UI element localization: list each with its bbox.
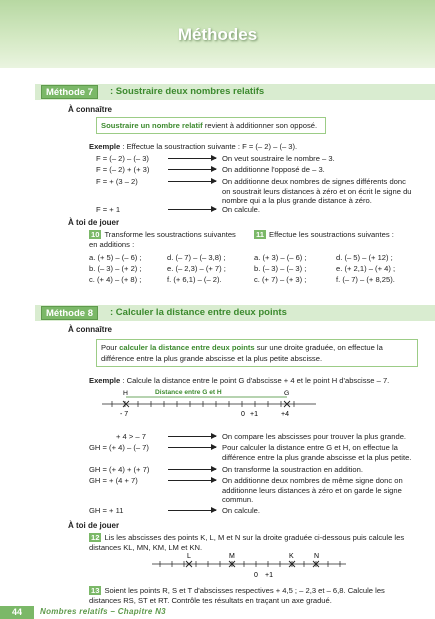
exercise-10-statement bbox=[89, 230, 239, 250]
exercise-13-statement bbox=[89, 586, 414, 606]
arrow-icon bbox=[168, 510, 216, 511]
method8-def-rest: sur une droite graduée, on effectue la différence entre la plus grande abscisse et la plus petite abscisse. bbox=[101, 343, 383, 363]
point-g-label: G bbox=[284, 390, 290, 397]
method8-step5-right: On calcule. bbox=[222, 506, 260, 515]
exercise-10-item: b. (– 3) – (+ 2) ; bbox=[89, 264, 142, 273]
method7-title: : Soustraire deux nombres relatifs bbox=[110, 86, 265, 97]
exercise-11-item: c. (+ 7) – (+ 3) ; bbox=[254, 275, 307, 284]
exercise-10-item: e. (– 2,3) – (+ 7) ; bbox=[167, 264, 226, 273]
method7-step2-right: On additionne l'opposé de – 3. bbox=[222, 165, 325, 174]
arrow-icon bbox=[168, 209, 216, 210]
exercise-10-col2 bbox=[167, 252, 226, 285]
method8-step2-left: GH = (+ 4) – (– 7) bbox=[89, 443, 149, 452]
method8-example-text: : Calcule la distance entre le point G d'abscisse + 4 et le point H d'abscisse – 7. bbox=[120, 376, 390, 385]
method7-a-toi: À toi de jouer bbox=[68, 218, 120, 227]
method8-step1-right: On compare les abscisses pour trouver la plus grande. bbox=[222, 432, 407, 441]
arrow-icon bbox=[168, 436, 216, 437]
tick-label-0: 0 bbox=[254, 572, 258, 579]
method7-a-connaitre: À connaître bbox=[68, 105, 113, 114]
method7-def-highlight: Soustraire un nombre relatif bbox=[101, 121, 203, 130]
method8-definition bbox=[96, 339, 418, 367]
method7-step4-left: F = + 1 bbox=[96, 205, 121, 214]
tick-label-plus1: +1 bbox=[250, 411, 258, 418]
arrow-icon bbox=[168, 447, 216, 448]
exercise-11-item: e. (+ 2,1) – (+ 4) ; bbox=[336, 264, 396, 273]
exercise-11-text: Effectue les soustractions suivantes : bbox=[269, 230, 394, 239]
method8-title: : Calculer la distance entre deux points bbox=[110, 307, 287, 318]
point-l-label: L bbox=[187, 553, 191, 560]
method8-step3-right: On transforme la soustraction en addition. bbox=[222, 465, 363, 474]
method7-def-rest: revient à additionner son opposé. bbox=[202, 121, 318, 130]
method7-step1-left: F = (– 2) – (– 3) bbox=[96, 154, 149, 163]
exercise-10-number: 10 bbox=[91, 230, 100, 239]
number-line-gh bbox=[100, 386, 320, 426]
arrow-icon bbox=[168, 169, 216, 170]
method8-def-highlight: calculer la distance entre deux points bbox=[119, 343, 255, 352]
footer-chapter: Nombres relatifs – Chapitre N3 bbox=[40, 607, 166, 616]
exercise-12-number: 12 bbox=[91, 533, 100, 542]
arrow-icon bbox=[168, 480, 216, 481]
exercise-11-number: 11 bbox=[256, 230, 265, 239]
exercise-10-item: f. (+ 6,1) – (– 2). bbox=[167, 275, 222, 284]
arrow-icon bbox=[168, 469, 216, 470]
exercise-12-statement bbox=[89, 533, 414, 553]
point-h-label: H bbox=[123, 390, 128, 397]
exercise-11-item: b. (– 3) – (– 3) ; bbox=[254, 264, 307, 273]
method7-step1-right: On veut soustraire le nombre – 3. bbox=[222, 154, 335, 163]
method7-example-label: Exemple bbox=[89, 142, 121, 151]
tick-label-plus4: +4 bbox=[281, 411, 289, 418]
point-m-label: M bbox=[229, 553, 235, 560]
exercise-11-col2 bbox=[336, 252, 395, 285]
method7-step3-left: F = + (3 – 2) bbox=[96, 177, 138, 186]
method7-step3-right: On additionne deux nombres de signes différents donc on soustrait leurs distances à zéro et on écrit le signe du nombre qui a la plus grande distance à zéro. bbox=[222, 177, 412, 206]
exercise-11-item: d. (– 5) – (+ 12) ; bbox=[336, 253, 393, 262]
exercise-11-item: a. (+ 3) – (– 6) ; bbox=[254, 253, 307, 262]
page-number: 44 bbox=[0, 606, 34, 619]
exercise-11-item: f. (– 7) – (+ 8,25). bbox=[336, 275, 395, 284]
distance-caption: Distance entre G et H bbox=[155, 389, 222, 396]
method7-step2-left: F = (– 2) + (+ 3) bbox=[96, 165, 150, 174]
method8-step4-right: On additionne deux nombres de même signe donc on additionne leurs distances à zéro et on garde le signe commun. bbox=[222, 476, 403, 505]
method8-step1-left: + 4 > – 7 bbox=[116, 432, 146, 441]
method8-step2-right: Pour calculer la distance entre G et H, on effectue la différence entre la plus grande abscisse et la plus petite. bbox=[222, 443, 412, 462]
method8-step4-left: GH = + (4 + 7) bbox=[89, 476, 138, 485]
method8-example-label: Exemple bbox=[89, 376, 121, 385]
method7-definition bbox=[96, 117, 326, 134]
exercise-11-statement bbox=[254, 230, 414, 240]
method7-step4-right: On calcule. bbox=[222, 205, 260, 214]
tick-label-minus7: - 7 bbox=[120, 411, 129, 418]
point-n-label: N bbox=[314, 553, 320, 560]
arrow-icon bbox=[168, 158, 216, 159]
method8-example bbox=[89, 376, 389, 385]
exercise-12-text: Lis les abscisses des points K, L, M et N sur la droite graduée ci-dessous puis calcule les distances KL, MN, KM, LM et KN. bbox=[89, 533, 405, 552]
exercise-10-item: d. (– 7) – (– 3,8) ; bbox=[167, 253, 226, 262]
number-line-klmn bbox=[150, 552, 350, 584]
method8-a-toi: À toi de jouer bbox=[68, 521, 120, 530]
method7-tag: Méthode 7 bbox=[41, 85, 98, 99]
method8-def-pre: Pour bbox=[101, 343, 120, 352]
exercise-10-item: a. (+ 5) – (– 6) ; bbox=[89, 253, 142, 262]
method7-example-text: : Effectue la soustraction suivante : F = (– 2) – (– 3). bbox=[120, 142, 298, 151]
exercise-10-text: Transforme les soustractions suivantes en additions : bbox=[89, 230, 236, 249]
exercise-13-number: 13 bbox=[91, 586, 100, 595]
method7-example bbox=[89, 142, 297, 151]
exercise-10-item: c. (+ 4) – (+ 8) ; bbox=[89, 275, 142, 284]
method8-step3-left: GH = (+ 4) + (+ 7) bbox=[89, 465, 150, 474]
method8-tag: Méthode 8 bbox=[41, 306, 98, 320]
method8-a-connaitre: À connaître bbox=[68, 325, 113, 334]
point-k-label: K bbox=[289, 553, 294, 560]
exercise-13-text: Soient les points R, S et T d'abscisses respectives + 4,5 ; – 2,3 et – 6,8. Calcule les distances RS, ST et RT. Contrôle tes résultats en traçant un axe gradué. bbox=[89, 586, 385, 605]
arrow-icon bbox=[168, 181, 216, 182]
exercise-10-col1 bbox=[89, 252, 142, 285]
page-title: Méthodes bbox=[177, 25, 258, 44]
exercise-11-col1 bbox=[254, 252, 307, 285]
tick-label-plus1: +1 bbox=[265, 572, 273, 579]
tick-label-0: 0 bbox=[241, 411, 245, 418]
method8-step5-left: GH = + 11 bbox=[89, 506, 124, 515]
